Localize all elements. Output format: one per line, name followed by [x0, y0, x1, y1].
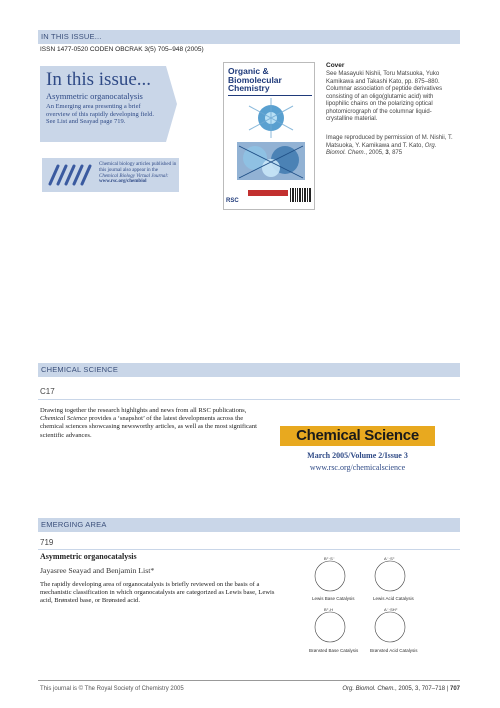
chemical-science-logo: Chemical Science [280, 426, 435, 446]
scheme-label-bronsted-base: Brønsted Base Catalysis [309, 648, 359, 653]
cover-barcode-icon [290, 188, 312, 202]
chembio-journal: Chemical Biology Virtual Journal: [99, 173, 169, 179]
cover-image [223, 62, 315, 210]
cover-divider [228, 95, 312, 96]
footer-rule [38, 680, 460, 681]
chemsci-description [40, 407, 262, 440]
cover-description: See Masayuki Nishii, Toru Matsuoka, Yuko Kamikawa and Takashi Kato, pp. 875–880. Columnar association of peptide derivatives consisting of an oligo(glutamic acid) with lipophilic chains on the polarizing optical photomicrograph of the columnar liquid-crystalline material. [326, 71, 443, 122]
chemsci-url[interactable]: www.rsc.org/chemicalscience [309, 463, 406, 472]
svg-text:B⁺-H: B⁺-H [324, 607, 333, 612]
svg-text:B⁺·S⁻: B⁺·S⁻ [324, 556, 335, 561]
repro-prefix: Image reproduced by permission of M. Nishii, T. Matsuoka, Y. Kamikawa and T. Kato, [326, 135, 453, 149]
repro-journal: Org. Biomol. Chem. [326, 142, 437, 156]
footer-citation [342, 686, 460, 692]
scheme-label-bronsted-acid: Brønsted Acid Catalysis [370, 648, 418, 653]
chemsci-desc-pre: Drawing together the research highlights and news from all RSC publications, [40, 407, 247, 414]
emerging-description: The rapidly developing area of organocatalysis is briefly reviewed on the basis of a mechanistic classification in which organocatalysts are categorized as Lewis base, Lewis acid, Brønsted base, or Brønsted acid. [40, 581, 275, 605]
repro-page: , 875 [388, 150, 403, 156]
section-band-emerging-area: EMERGING AREA [38, 518, 460, 532]
scheme-label-lewis-acid: Lewis Acid Catalysis [373, 596, 414, 601]
footer-volume-pages: , 2005, 3, 707–718 [395, 686, 446, 692]
catalysis-scheme-icon [300, 552, 420, 657]
cover-journal-title: Organic & Biomolecular Chemistry [228, 66, 282, 94]
cover-red-banner [248, 190, 288, 196]
svg-text:A⁻·SH⁺: A⁻·SH⁺ [384, 607, 398, 612]
cover-rsc-logo: RSC [226, 198, 239, 204]
footer-journal: Org. Biomol. Chem. [342, 686, 396, 692]
chemsci-rule [38, 399, 460, 400]
emerging-page-number: 719 [40, 538, 54, 547]
footer-copyright: This journal is © The Royal Society of Chemistry 2005 [40, 686, 184, 692]
chemsci-desc-journal: Chemical Science [40, 415, 88, 423]
emerging-rule [38, 549, 460, 550]
iti-title: In this issue... [46, 69, 152, 90]
chemsci-desc-post: provides a ‘snapshot’ of the latest developments across the chemical sciences showcasing newsworthy articles, as well as the most significant scientific advances. [40, 415, 257, 439]
svg-text:A⁻·S⁺: A⁻·S⁺ [384, 556, 395, 561]
in-this-issue-box [40, 66, 177, 142]
repro-year: , 2005, [365, 150, 384, 156]
cover-heading: Cover [326, 62, 345, 69]
iti-subtitle: Asymmetric organocatalysis [46, 91, 143, 101]
chemsci-code: C17 [40, 387, 55, 396]
chembio-url[interactable]: www.rsc.org/chembiol [99, 179, 147, 185]
repro-volume: 3 [385, 150, 389, 156]
cover-photomicrograph-icon [227, 98, 313, 186]
cover-reproduction-credit [326, 135, 456, 158]
issn-line: ISSN 1477-0520 CODEN OBCRAK 3(5) 705–948 (2005) [40, 46, 204, 53]
chembio-text [99, 162, 177, 185]
emerging-authors: Jayasree Seayad and Benjamin List* [40, 566, 155, 575]
section-band-chemical-science: CHEMICAL SCIENCE [38, 363, 460, 377]
section-band-in-this-issue: IN THIS ISSUE... [38, 30, 460, 44]
emerging-title: Asymmetric organocatalysis [40, 552, 137, 561]
chembio-line: Chemical biology articles published in this journal also appear in the [99, 162, 177, 173]
scheme-label-lewis-base: Lewis Base Catalysis [312, 596, 355, 601]
footer-page-number: 707 [449, 686, 460, 692]
chembio-logo-icon [46, 164, 96, 186]
footer-separator: | [446, 686, 449, 692]
iti-description: An Emerging area presenting a brief overview of this rapidly developing field. See List and Seayad page 719. [46, 103, 154, 126]
chemsci-issue: March 2005/Volume 2/Issue 3 [307, 451, 408, 460]
chembio-box [42, 158, 179, 192]
